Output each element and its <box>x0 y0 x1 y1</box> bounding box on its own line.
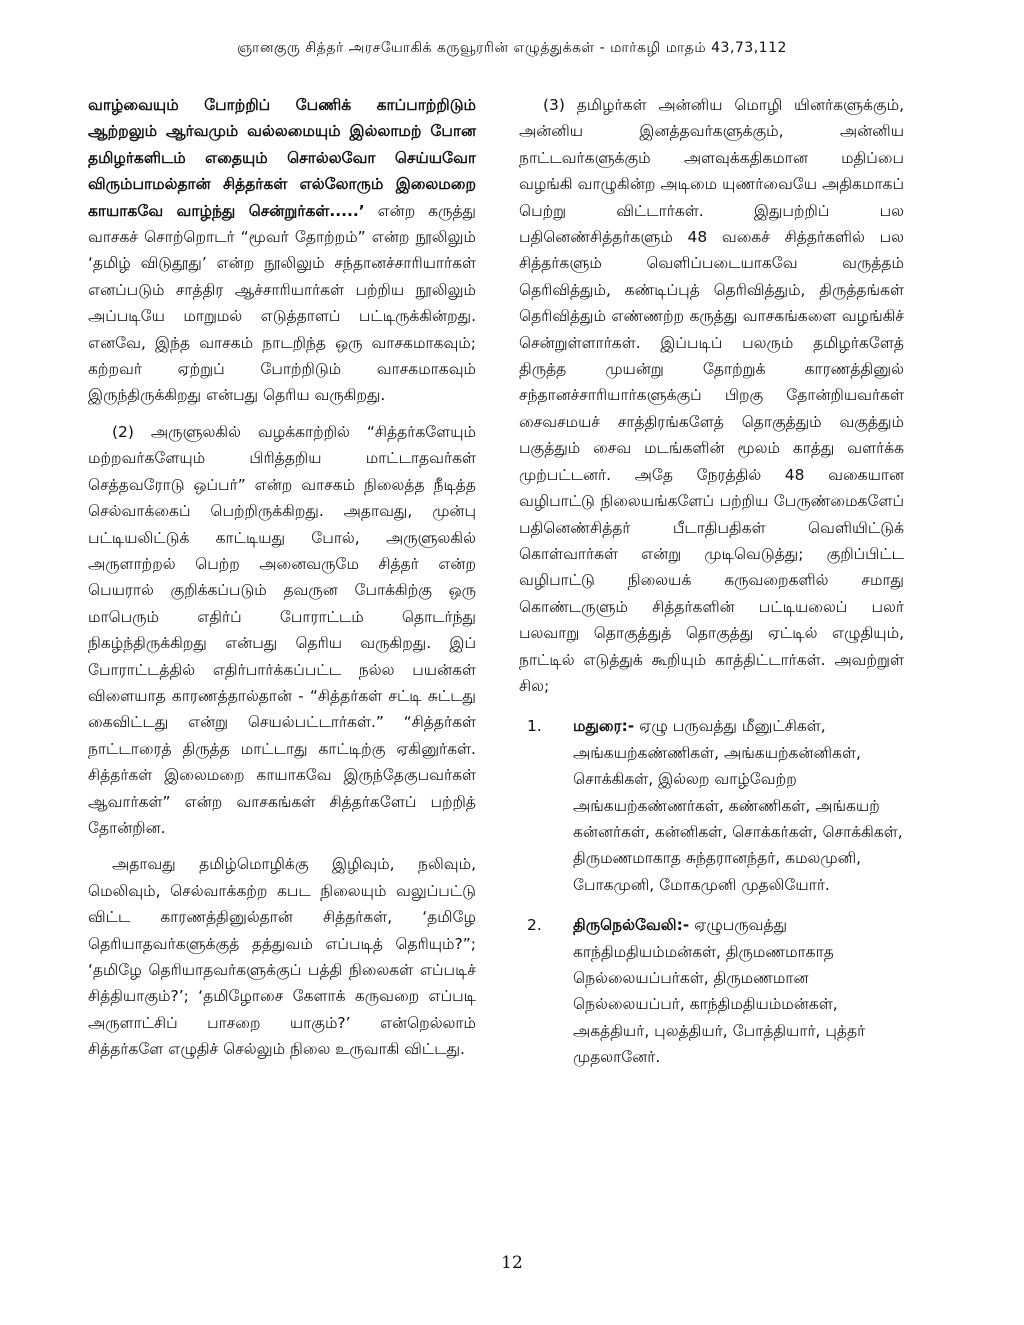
siddhar-place-list <box>519 713 904 1070</box>
place-description: ஏழுபருவத்து காந்திமதியம்மன்கள், திருமணமாகாத நெல்லையப்பர்கள், திருமணமான நெல்லையப்பர், காந்திமதியம்மன்கள், அகத்தியர், புலத்தியர், போத்தியார், புத்தர் முதலானேர். <box>573 916 866 1067</box>
paragraph-continued <box>88 92 476 409</box>
place-description: ஏழு பருவத்து மீனுட்சிகள், அங்கயற்கண்ணிகள், அங்கயற்கன்னிகள், சொக்கிகள், இல்லற வாழ்வேற்ற அங்கயற்கண்ணர்கள், கண்ணிகள், அங்கயற் கன்னர்கள், கன்னிகள், சொக்கர்கள், சொக்கிகள், திருமணமாகாத சுந்தரானந்தர், கமலமுனி, போகமுனி, மோகமுனி முதலியோர். <box>573 717 903 894</box>
place-title: மதுரை:- <box>573 717 635 736</box>
running-header: ஞானகுரு சித்தர் அரசயோகிக் கருவூரரின் எழுத்துக்கள் - மார்கழி மாதம் 43,73,112 <box>237 40 787 56</box>
bold-quote: வாழ்வையும் போற்றிப் பேணிக் காப்பாற்றிடும் ஆற்றலும் ஆர்வமும் வல்லமையும் இல்லாமற் போன தமிழர்களிடம் எதையும் சொல்லவோ செய்யவோ விரும்பாமல்தான் சித்தர்கள் எல்லோரும் இலைமறை காயாகவே வாழ்ந்து சென்றுர்கள்.....’ <box>88 96 476 220</box>
paragraph-point-3 <box>519 92 904 699</box>
list-body <box>553 912 904 1070</box>
paragraph-text: என்ற கருத்து வாசகச் சொற்றொடர் “மூவர் தோற்றம்” என்ற நூலிலும் ‘தமிழ் விடுதூது’ என்ற நூலிலும் சந்தானச்சாரியார்கள் எனப்படும் சாத்திர ஆச்சாரியார்கள் பற்றிய நூலிலும் அப்படியே மாறுமல் எடுத்தாளப் பட்டிருக்கின்றது. எனவே, இந்த வாசகம் நாடறிந்த ஒரு வாசகமாகவும்; கற்றவர் ஏற்றுப் போற்றிடும் வாசகமாகவும் இருந்திருக்கிறது என்பது தெரிய வருகிறது. <box>88 201 476 405</box>
right-column <box>519 92 904 1085</box>
list-body <box>553 713 904 898</box>
paragraph-text: (2) அருளுலகில் வழக்காற்றில் “சித்தர்களேயும் மற்றவர்களேயும் பிரித்தறிய மாட்டாதவர்கள் செத்தவரோடு ஒப்பர்” என்ற வாசகம் நிலைத்த நீடித்த செல்வாக்கைப் பெற்றிருக்கிறது. அதாவது, முன்பு பட்டியலிட்டுக் காட்டியது போல், அருளுலகில் அருளாற்றல் பெற்ற அனைவருமே சித்தர் என்ற பெயரால் குறிக்கப்படும் தவருன போக்கிற்கு ஒரு மாபெரும் எதிர்ப் போராட்டம் தொடர்ந்து நிகழ்ந்திருக்கிறது என்பது தெரிய வருகிறது. இப் போராட்டத்தில் எதிர்பார்க்கப்பட்ட நல்ல பயன்கள் விளையாத காரணத்தால்தான் - “சித்தர்கள் சட்டி சுட்டது கைவிட்டது என்று செயல்பட்டார்கள்.” “சித்தர்கள் நாட்டாரைத் திருத்த மாட்டாது காட்டிற்கு ஏகினுர்கள். சித்தர்கள் இலைமறை காயாகவே இருந்தேகுபவர்கள் ஆவார்கள்” என்ற வாசகங்கள் சித்தர்களேப் பற்றித் தோன்றின. <box>88 422 476 837</box>
list-item <box>519 713 904 898</box>
list-item <box>519 912 904 1070</box>
paragraph-tamil-decline <box>88 851 476 1062</box>
left-column <box>88 92 476 1073</box>
place-title: திருநெல்வேலி:- <box>573 916 690 935</box>
paragraph-text: (3) தமிழர்கள் அன்னிய மொழி யினர்களுக்கும், அன்னிய இனத்தவர்களுக்கும், அன்னிய நாட்டவர்களுக்கும் அளவுக்கதிகமான மதிப்பை வழங்கி வாழுகின்ற அடிமை யுணர்வையே அதிகமாகப் பெற்று விட்டார்கள். இதுபற்றிப் பல பதினெண்சித்தர்களும் 48 வகைச் சித்தர்களில் பல சித்தர்களும் வெளிப்படையாகவே வருத்தம் தெரிவித்தும், கண்டிப்புத் தெரிவித்தும், திருத்தங்கள் தெரிவித்தும் எண்ணற்ற கருத்து வாசகங்களை வழங்கிச் சென்றுள்ளார்கள். இப்படிப் பலரும் தமிழர்களேத் திருத்த முயன்று தோற்றுக் காரணத்தினுல் சந்தானச்சாரியார்களுக்குப் பிறகு தோன்றியவர்கள் சைவசமயச் சாத்திரங்களேத் தொகுத்தும் வகுத்தும் பகுத்தும் சைவ மடங்களின் மூலம் காத்து வளர்க்க முற்பட்டனர். அதே நேரத்தில் 48 வகையான வழிபாட்டு நிலையங்களேப் பற்றிய பேருண்மைகளேப் பதினெண்சித்தர் பீடாதிபதிகள் வெளியிட்டுக் கொள்வார்கள் என்று முடிவெடுத்து; குறிப்பிட்ட வழிபாட்டு நிலையக் கருவறைகளில் சமாது கொண்டருளும் சித்தர்களின் பட்டியலைப் பலர் பலவாறு தொகுத்துத் தொகுத்து ஏட்டில் எழுதியும், நாட்டில் எடுத்துக் கூறியும் காத்திட்டார்கள். அவற்றுள் சில; <box>519 96 904 695</box>
page-number: 12 <box>501 1253 523 1273</box>
list-number: 2. <box>527 916 542 935</box>
list-number: 1. <box>527 717 542 736</box>
paragraph-text: அதாவது தமிழ்மொழிக்கு இழிவும், நலிவும், மெலிவும், செல்வாக்கற்ற கபட நிலையும் வலுப்பட்டு விட்ட காரணத்தினுல்தான் சித்தர்கள், ‘தமிழே தெரியாதவர்களுக்குத் தத்துவம் எப்படித் தெரியும்?”; ‘தமிழே தெரியாதவர்களுக்குப் பத்தி நிலைகள் எப்படிச் சித்தியாகும்?’; ‘தமிழோசை கேளாக் கருவறை எப்படி அருளாட்சிப் பாசறை யாகும்?’ என்றெல்லாம் சித்தர்களே எழுதிச் செல்லும் நிலை உருவாகி விட்டது. <box>88 855 476 1059</box>
paragraph-point-2 <box>88 419 476 842</box>
